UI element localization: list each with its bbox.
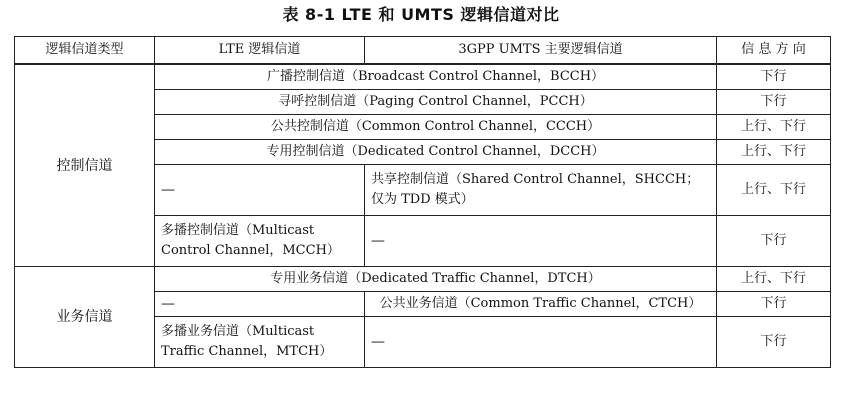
- dir-dcch: 上行、下行: [717, 140, 831, 165]
- category-control: 控制信道: [15, 64, 155, 267]
- cell-shcch-lte: —: [155, 165, 365, 216]
- header-lte: LTE 逻辑信道: [155, 37, 365, 65]
- dir-shcch: 上行、下行: [717, 165, 831, 216]
- cell-pcch: 寻呼控制信道（Paging Control Channel，PCCH）: [155, 90, 717, 115]
- cell-ccch: 公共控制信道（Common Control Channel，CCCH）: [155, 115, 717, 140]
- cell-dcch: 专用控制信道（Dedicated Control Channel，DCCH）: [155, 140, 717, 165]
- dir-mcch: 下行: [717, 216, 831, 267]
- cell-mcch-umts: —: [365, 216, 717, 267]
- cell-bcch: 广播控制信道（Broadcast Control Channel，BCCH）: [155, 64, 717, 90]
- category-traffic: 业务信道: [15, 267, 155, 368]
- table-title: 表 8-1 LTE 和 UMTS 逻辑信道对比: [282, 5, 560, 24]
- dir-mtch: 下行: [717, 317, 831, 368]
- header-direction: 信 息 方 向: [717, 37, 831, 65]
- cell-mtch-umts: —: [365, 317, 717, 368]
- dir-ctch: 下行: [717, 292, 831, 317]
- header-type: 逻辑信道类型: [15, 37, 155, 65]
- dir-ccch: 上行、下行: [717, 115, 831, 140]
- header-row: [15, 37, 831, 65]
- table-row-dtch: [15, 267, 831, 292]
- cell-shcch-umts: 共享控制信道（Shared Control Channel，SHCCH；仅为 TDD 模式）: [365, 165, 717, 216]
- cell-ctch-umts: 公共业务信道（Common Traffic Channel，CTCH）: [365, 292, 717, 317]
- channel-comparison-table: [14, 36, 831, 368]
- cell-mcch-lte: 多播控制信道（Multicast Control Channel，MCCH）: [155, 216, 365, 267]
- dir-dtch: 上行、下行: [717, 267, 831, 292]
- header-umts: 3GPP UMTS 主要逻辑信道: [365, 37, 717, 65]
- table-row-bcch: [15, 64, 831, 90]
- cell-dtch: 专用业务信道（Dedicated Traffic Channel，DTCH）: [155, 267, 717, 292]
- cell-ctch-lte: —: [155, 292, 365, 317]
- dir-bcch: 下行: [717, 64, 831, 90]
- cell-mtch-lte: 多播业务信道（Multicast Traffic Channel，MTCH）: [155, 317, 365, 368]
- dir-pcch: 下行: [717, 90, 831, 115]
